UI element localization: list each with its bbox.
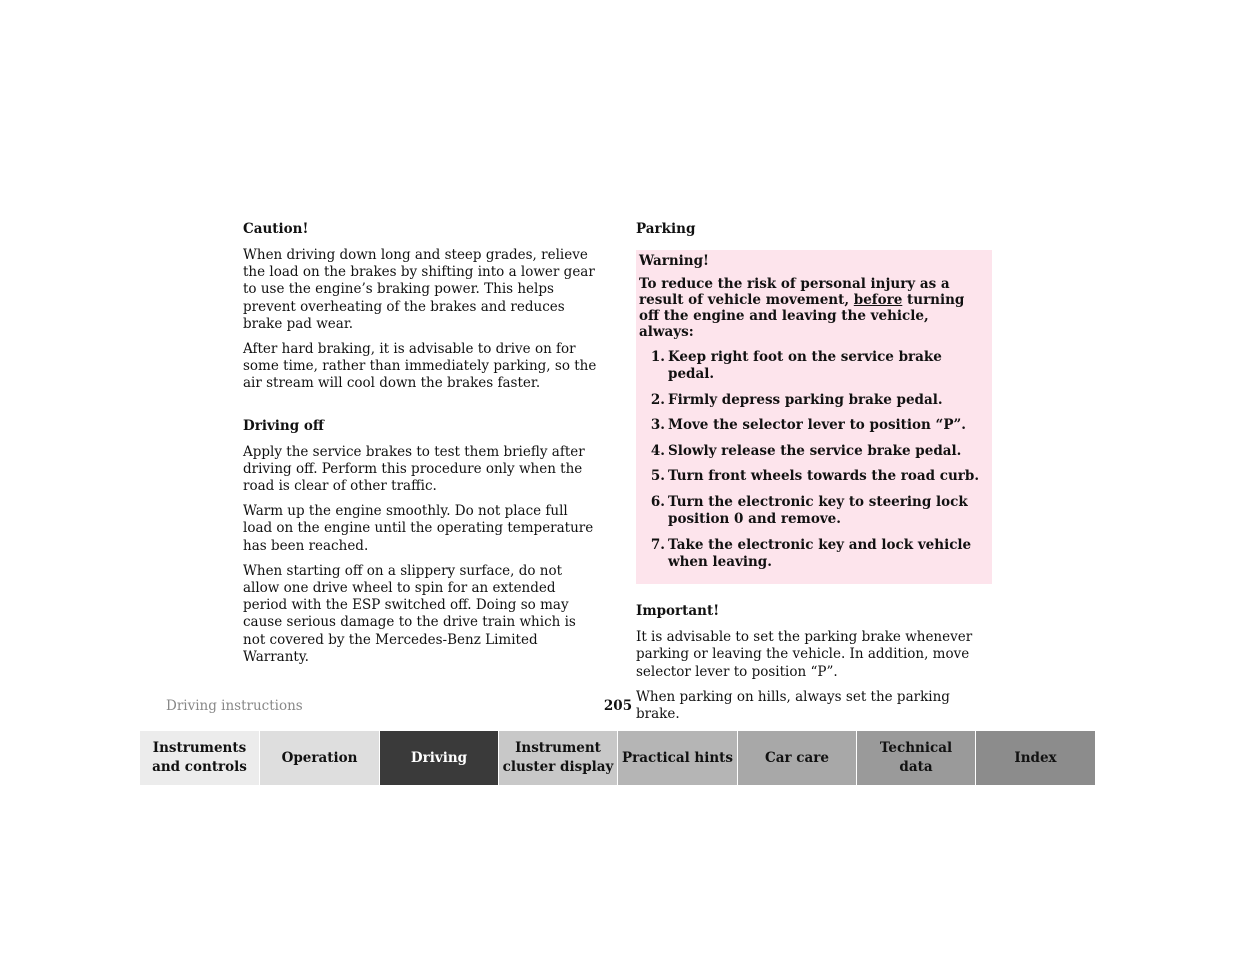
- section-nav-bar: [140, 731, 1095, 785]
- tab-operation[interactable]: Operation: [260, 731, 380, 785]
- step-text: Turn front wheels towards the road curb.: [668, 468, 980, 485]
- right-column: [636, 220, 994, 731]
- parking-heading: Parking: [636, 221, 696, 237]
- step-text: Slowly release the service brake pedal.: [668, 442, 962, 459]
- tab-practical-hints[interactable]: Practical hints: [618, 731, 738, 785]
- warning-step: [639, 349, 988, 383]
- warning-step: [639, 468, 988, 485]
- tab-index[interactable]: Index: [976, 731, 1095, 785]
- tab-technical-data[interactable]: Technical data: [857, 731, 976, 785]
- section-spacer: [243, 401, 601, 417]
- step-number: 5.: [650, 468, 665, 485]
- step-number: 6.: [650, 493, 665, 510]
- step-number: 3.: [650, 417, 665, 434]
- step-text: Move the selector lever to position “P”.: [668, 417, 966, 434]
- warning-step: [639, 443, 988, 460]
- caution-heading: Caution!: [243, 221, 309, 237]
- driving-off-paragraph-2: Warm up the engine smoothly. Do not place full load on the engine until the operating temperature has been reached.: [243, 503, 594, 554]
- tab-driving[interactable]: Driving: [380, 731, 499, 785]
- step-text: Take the electronic key and lock vehicle when leaving.: [668, 536, 972, 570]
- caution-paragraph-2: After hard braking, it is advisable to drive on for some time, rather than immediately parking, so the air stream will cool down the brakes faster.: [243, 341, 597, 392]
- warning-intro-underlined: before: [853, 292, 903, 308]
- warning-intro-part-b: turning off the engine and leaving the vehicle, always:: [639, 292, 965, 340]
- step-text: Firmly depress parking brake pedal.: [668, 391, 943, 408]
- warning-steps-list: [639, 349, 988, 571]
- step-text: Keep right foot on the service brake pedal.: [668, 349, 942, 382]
- important-heading: Important!: [636, 603, 720, 620]
- left-column: [243, 220, 601, 674]
- page-number: 205: [603, 698, 633, 714]
- tab-instruments-and-controls[interactable]: Instruments and controls: [140, 731, 260, 785]
- driving-off-paragraph-3: When starting off on a slippery surface, do not allow one drive wheel to spin for an extended period with the ESP switched off. Doing so may cause serious damage to the drive train which is not covered by the Mercedes-Benz Limited Warranty.: [243, 562, 576, 665]
- step-text: Turn the electronic key to steering lock position 0 and remove.: [668, 493, 968, 527]
- driving-off-heading: Driving off: [243, 417, 324, 434]
- warning-step: [639, 537, 988, 571]
- tab-instrument-cluster-display[interactable]: Instrument cluster display: [499, 731, 618, 785]
- step-number: 2.: [650, 391, 665, 408]
- warning-step: [639, 494, 988, 528]
- warning-step: [639, 392, 988, 409]
- driving-off-paragraph-1: Apply the service brakes to test them briefly after driving off. Perform this procedure only when the road is clear of other traffic.: [243, 443, 585, 495]
- important-paragraph-1: It is advisable to set the parking brake whenever parking or leaving the vehicle. In addition, move selector lever to position “P”.: [636, 629, 973, 680]
- warning-intro: [639, 276, 988, 340]
- step-number: 1.: [650, 349, 665, 365]
- step-number: 4.: [650, 442, 665, 459]
- footer-section-title: Driving instructions: [166, 698, 303, 714]
- warning-intro-part-a: To reduce the risk of personal injury as a result of vehicle movement,: [639, 276, 950, 308]
- tab-car-care[interactable]: Car care: [738, 731, 857, 785]
- step-number: 7.: [650, 536, 665, 553]
- warning-box: [636, 250, 992, 584]
- warning-title: Warning!: [639, 253, 709, 269]
- caution-paragraph-1: When driving down long and steep grades, relieve the load on the brakes by shifting into a lower gear to use the engine’s braking power. This helps prevent overheating of the brakes and reduces brake pad wear.: [243, 247, 595, 332]
- important-paragraph-2: When parking on hills, always set the parking brake.: [636, 688, 950, 722]
- warning-step: [639, 417, 988, 434]
